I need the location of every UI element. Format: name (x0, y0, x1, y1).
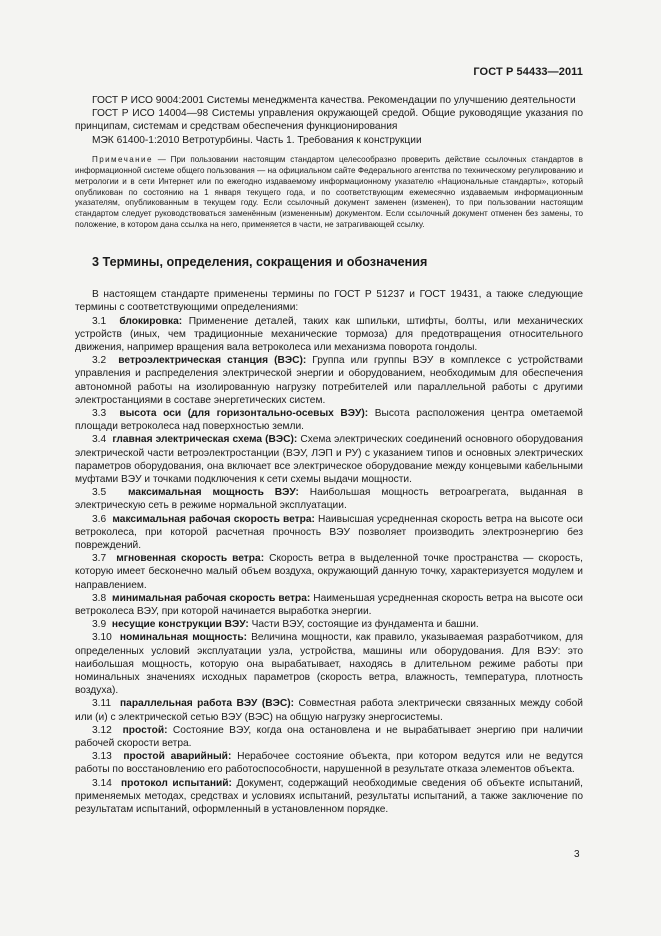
term-name: максимальная мощность ВЭУ: (128, 487, 299, 499)
term-definition: Группа или группы ВЭУ в комплексе с устройствами управления и распределения электрической энергии и оборудованием, необходимым для обеспечения автономной работы на изолированную нагрузку потребителей или параллельной работы с другими электростанциями в составе энергетических систем. (75, 355, 583, 406)
term-name: несущие конструкции ВЭУ: (111, 619, 249, 631)
term-definition: Схема электрических соединений основного оборудования электрической части ветроэлектростанции (ВЭУ, ЛЭП и РУ) с указанием типов и основных электрических параметров оборудования, она включает все электрическое оборудование между концевыми кабельными муфтами ВЭУ и точками подключения к сети схемы выдачи мощности. (75, 434, 583, 485)
term-name: простой аварийный: (123, 751, 232, 763)
term-entry (75, 433, 583, 486)
term-name: главная электрическая схема (ВЭС): (112, 434, 298, 446)
term-definition: Наибольшая мощность ветроагрегата, выданная в электрическую сеть в режиме нормальной эксплуатации. (75, 487, 584, 512)
term-entry (75, 552, 583, 592)
term-number: 3.2 (92, 355, 107, 367)
note-block (75, 155, 583, 231)
term-definition: Применение деталей, таких как шпильки, штифты, болты, или механических устройств (иных, чем традиционные механические тормоза) для предотвращения относительного движения, например вращения вала ветроколеса или механизма поворота гондолы. (75, 315, 583, 353)
term-number: 3.1 (92, 315, 107, 327)
reference-item: ГОСТ Р ИСО 14004—98 Системы управления окружающей средой. Общие руководящие указания по принципам, системам и средствам обеспечения функционирования (75, 108, 583, 133)
term-number: 3.9 (92, 619, 107, 631)
reference-item: ГОСТ Р ИСО 9004:2001 Системы менеджмента качества. Рекомендации по улучшению деятельности (92, 95, 576, 106)
term-entry (75, 592, 583, 618)
term-definition: Совместная работа электрически связанных между собой или (и) с электрической сетью ВЭУ (ВЭС) на общую нагрузку энергосистемы. (75, 698, 583, 723)
page-number: 3 (574, 849, 580, 860)
term-name: ветроэлектрическая станция (ВЭС): (118, 355, 307, 367)
note-text: — При пользовании настоящим стандартом целесообразно проверить действие ссылочных стандартов в информационной системе общего пользования — на официальном сайте Федерального агентства по техническому регулированию и метрологии и в сети Интернет или по ежегодно издаваемому информационному указателю «Национальные стандарты», который опубликован по состоянию на 1 января текущего года, и по соответствующим ежемесячно издаваемым информационным указателям, опубликованным в текущем году. Если ссылочный документ заменен (изменен), то при пользовании настоящим стандартом следует руководствоваться заменённым (измененным) документом. Если ссылочный документ отменен без замены, то положение, в котором дана ссылка на него, применяется в части, не затрагивающей ссылку. (75, 154, 583, 230)
term-entry (75, 631, 583, 697)
term-entry (75, 486, 583, 512)
term-entry (75, 750, 583, 776)
term-name: максимальная рабочая скорость ветра: (112, 513, 315, 525)
document-code: ГОСТ Р 54433—2011 (473, 66, 583, 78)
term-definition: Величина мощности, как правило, указываемая разработчиком, для определенных условий эксплуатации узла, устройства, машины или оборудования. Для ВЭУ: это наибольшая мощность, которую она вырабатывает, находясь в длительном режиме работы при номинальных значениях исходных параметров (скорость ветра, влажность, температура, плотность воздуха). (75, 632, 583, 697)
normative-references (75, 94, 583, 147)
term-number: 3.10 (92, 632, 112, 644)
term-entry (75, 407, 583, 433)
terms-list (75, 288, 583, 816)
term-number: 3.5 (92, 487, 107, 499)
section-intro: В настоящем стандарте применены термины по ГОСТ Р 51237 и ГОСТ 19431, а также следующие термины с соответствующими определениями: (75, 289, 583, 314)
note-paragraph (75, 155, 583, 231)
term-number: 3.12 (92, 724, 112, 736)
term-entry (75, 777, 583, 817)
term-entry (75, 315, 583, 355)
section-title: 3 Термины, определения, сокращения и обозначения (92, 255, 428, 270)
term-name: блокировка: (119, 315, 183, 327)
term-number: 3.3 (92, 407, 107, 419)
page-content (75, 94, 583, 816)
term-number: 3.7 (92, 553, 107, 565)
term-number: 3.4 (92, 434, 107, 446)
term-definition: Нерабочее состояние объекта, при котором ведутся или не ведутся работы по восстановлению его работоспособности, нарушенной в результате отказа элементов объекта. (75, 751, 583, 776)
term-entry (75, 618, 583, 631)
term-definition: Части ВЭУ, состоящие из фундамента и башни. (248, 619, 479, 631)
term-entry (75, 697, 583, 723)
note-label: Примечание (92, 154, 153, 164)
term-number: 3.13 (92, 751, 112, 763)
term-definition: Наименьшая усредненная скорость ветра на высоте оси ветроколеса ВЭУ, при которой начинается выработка энергии. (75, 592, 583, 618)
term-entry (75, 354, 583, 407)
term-name: номинальная мощность: (119, 632, 248, 644)
term-name: высота оси (для горизонтально-осевых ВЭУ): (119, 407, 369, 419)
term-definition: Скорость ветра в выделенной точке пространства — скорость, которую имеет бесконечно малый объем воздуха, окружающий данную точку, характеризуется модулем и направлением. (75, 553, 583, 591)
term-name: минимальная рабочая скорость ветра: (112, 592, 311, 604)
term-number: 3.8 (92, 592, 107, 604)
term-name: мгновенная скорость ветра: (116, 553, 265, 565)
reference-item: МЭК 61400-1:2010 Ветротурбины. Часть 1. Требования к конструкции (92, 134, 422, 146)
term-entry (75, 513, 583, 553)
terms-container (75, 315, 583, 817)
term-definition: Состояние ВЭУ, когда она остановлена и не вырабатывает энергию при наличии рабочей скорости ветра. (75, 724, 583, 750)
term-name: простой: (122, 724, 168, 736)
term-number: 3.6 (92, 513, 107, 525)
term-definition: Документ, содержащий необходимые сведения об объекте испытаний, применяемых методах, средствах и условиях испытаний, результаты испытаний, а также заключение по результатам испытаний, оформленный в установленном порядке. (75, 777, 583, 816)
term-entry (75, 724, 583, 750)
term-name: протокол испытаний: (121, 777, 232, 789)
term-number: 3.14 (92, 777, 112, 789)
term-definition: Наивысшая усредненная скорость ветра на высоте оси ветроколеса, при которой расчетная прочность ВЭУ позволяет производить электроэнергию без повреждений. (75, 513, 583, 552)
term-name: параллельная работа ВЭУ (ВЭС): (120, 698, 295, 710)
term-number: 3.11 (92, 698, 112, 710)
term-definition: Высота расположения центра ометаемой площади ветроколеса над поверхностью земли. (75, 407, 583, 433)
